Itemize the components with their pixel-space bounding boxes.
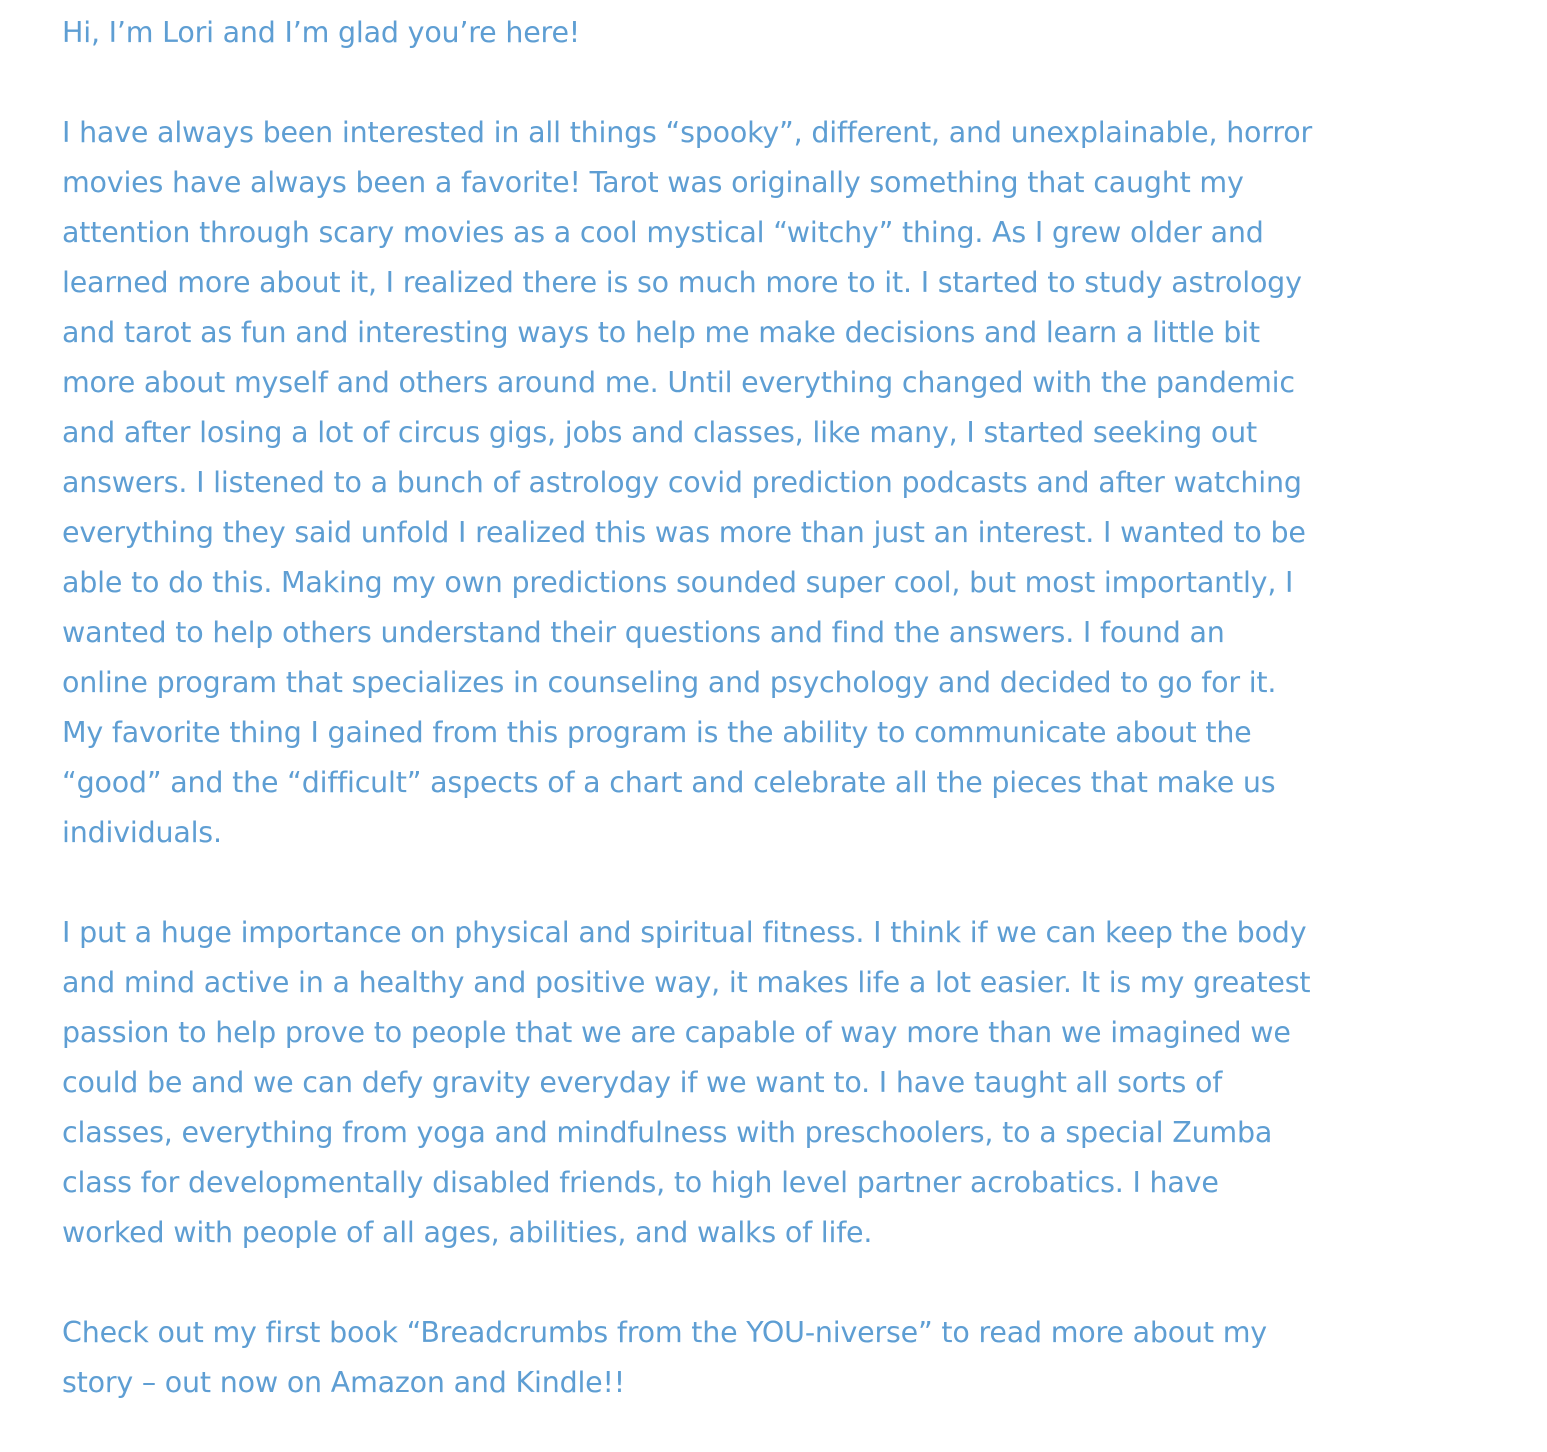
bio-paragraph-book: Check out my first book “Breadcrumbs from the YOU-niverse” to read more about my story – out now on Amazon and Kindle!! (62, 1316, 1267, 1399)
about-text-block (62, 8, 1507, 1408)
bio-paragraph-tarot-astrology: I have always been interested in all things “spooky”, different, and unexplainable, horror movies have always been a favorite! Tarot was originally something that caught my attention through scary movies as a cool mystical “witchy” thing. As I grew older and learned more about it, I realized there is so much more to it. I started to study astrology and tarot as fun and interesting ways to help me make decisions and learn a little bit more about myself and others around me. Until everything changed with the pandemic and after losing a lot of circus gigs, jobs and classes, like many, I started seeking out answers. I listened to a bunch of astrology covid prediction podcasts and after watching everything they said unfold I realized this was more than just an interest. I wanted to be able to do this. Making my own predictions sounded super cool, but most importantly, I wanted to help others understand their questions and find the answers. I found an online program that specializes in counseling and psychology and decided to go for it. My favorite thing I gained from this program is the ability to communicate about the “good” and the “difficult” aspects of a chart and celebrate all the pieces that make us individuals. (62, 116, 1312, 849)
greeting-line: Hi, I’m Lori and I’m glad you’re here! (62, 16, 581, 49)
bio-paragraph-fitness: I put a huge importance on physical and spiritual fitness. I think if we can keep the body and mind active in a healthy and positive way, it makes life a lot easier. It is my greatest passion to help prove to people that we are capable of way more than we imagined we could be and we can defy gravity everyday if we want to. I have taught all sorts of classes, everything from yoga and mindfulness with preschoolers, to a special Zumba class for developmentally disabled friends, to high level partner acrobatics. I have worked with people of all ages, abilities, and walks of life. (62, 916, 1311, 1249)
